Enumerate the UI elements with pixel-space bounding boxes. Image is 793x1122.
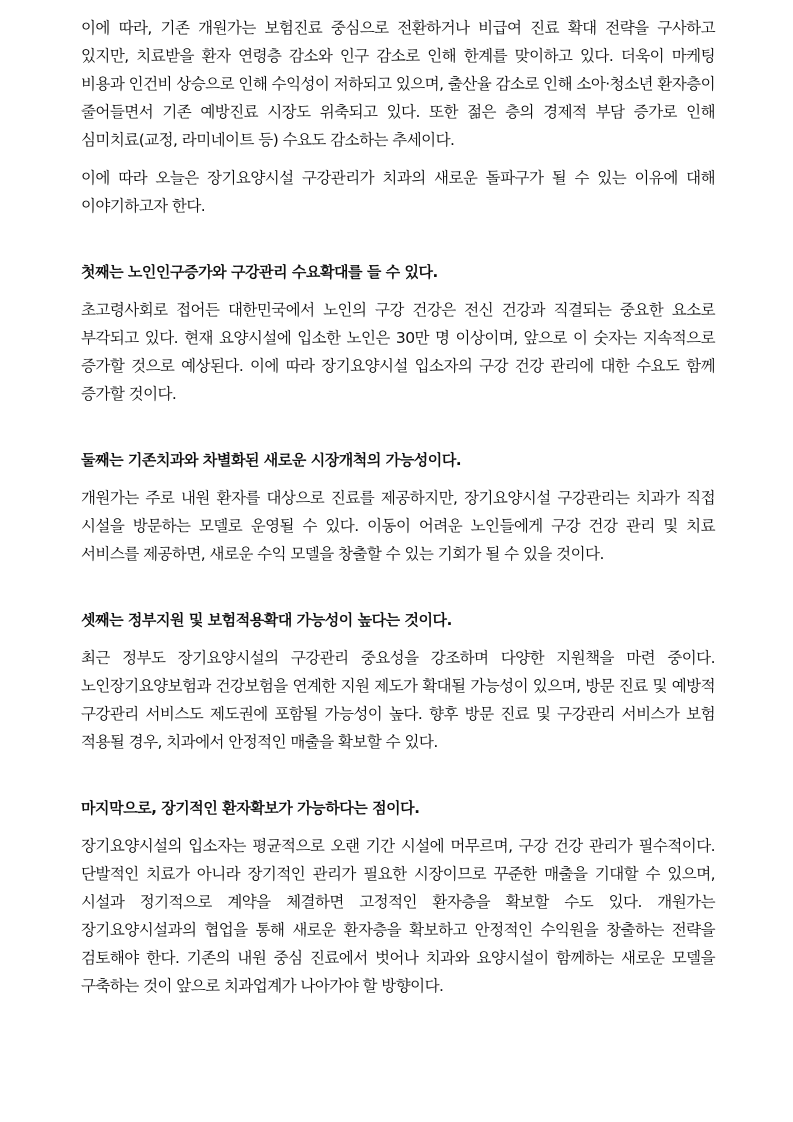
- section-first: [81, 258, 715, 408]
- section-body: 장기요양시설의 입소자는 평균적으로 오랜 기간 시설에 머무르며, 구강 건강 관리가 필수적이다. 단발적인 치료가 아니라 장기적인 관리가 필요한 시장이므로 꾸준한 매출을 기대할 수 있으며, 시설과 정기적으로 계약을 체결하면 고정적인 환자층을 확보할 수도 있다. 개원가는 장기요양시설과의 협업을 통해 새로운 환자층을 확보하고 안정적인 수익원을 창출하는 전략을 검토해야 한다. 기존의 내원 중심 진료에서 벗어나 치과와 요양시설이 함께하는 새로운 모델을 구축하는 것이 앞으로 치과업계가 나아가야 할 방향이다.: [81, 837, 715, 995]
- section-body: 초고령사회로 접어든 대한민국에서 노인의 구강 건강은 전신 건강과 직결되는 중요한 요소로 부각되고 있다. 현재 요양시설에 입소한 노인은 30만 명 이상이며, 앞으로 이 숫자는 지속적으로 증가할 것으로 예상된다. 이에 따라 장기요양시설 입소자의 구강 건강 관리에 대한 수요도 함께 증가할 것이다.: [81, 301, 715, 403]
- section-second: [81, 446, 715, 568]
- intro-paragraph: 이에 따라, 기존 개원가는 보험진료 중심으로 전환하거나 비급여 진료 확대 전략을 구사하고 있지만, 치료받을 환자 연령층 감소와 인구 감소로 인해 한계를 맞이하고 있다. 더욱이 마케팅 비용과 인건비 상승으로 인해 수익성이 저하되고 있으며, 출산율 감소로 인해 소아·청소년 환자층이 줄어들면서 기존 예방진료 시장도 위축되고 있다. 또한 젊은 층의 경제적 부담 증가로 인해 심미치료(교정, 라미네이트 등) 수요도 감소하는 추세이다.: [81, 19, 715, 149]
- section-body: 개원가는 주로 내원 환자를 대상으로 진료를 제공하지만, 장기요양시설 구강관리는 치과가 직접 시설을 방문하는 모델로 운영될 수 있다. 이동이 어려운 노인들에게 구강 건강 관리 및 치료 서비스를 제공하면, 새로운 수익 모델을 창출할 수 있는 기회가 될 수 있을 것이다.: [81, 489, 715, 563]
- intro-paragraph: 이에 따라 오늘은 장기요양시설 구강관리가 치과의 새로운 돌파구가 될 수 있는 이유에 대해 이야기하고자 한다.: [81, 169, 715, 215]
- section-heading: 셋째는 정부지원 및 보험적용확대 가능성이 높다는 것이다.: [81, 611, 452, 629]
- section-heading: 첫째는 노인인구증가와 구강관리 수요확대를 들 수 있다.: [81, 263, 438, 281]
- section-heading: 마지막으로, 장기적인 환자확보가 가능하다는 점이다.: [81, 799, 420, 817]
- section-last: [81, 794, 715, 1000]
- section-third: [81, 606, 715, 756]
- section-heading: 둘째는 기존치과와 차별화된 새로운 시장개척의 가능성이다.: [81, 451, 462, 469]
- section-body: 최근 정부도 장기요양시설의 구강관리 중요성을 강조하며 다양한 지원책을 마련 중이다. 노인장기요양보험과 건강보험을 연계한 지원 제도가 확대될 가능성이 있으며, 방문 진료 및 예방적 구강관리 서비스도 제도권에 포함될 가능성이 높다. 향후 방문 진료 및 구강관리 서비스가 보험 적용될 경우, 치과에서 안정적인 매출을 확보할 수 있다.: [81, 649, 715, 751]
- document-page: [81, 14, 715, 1000]
